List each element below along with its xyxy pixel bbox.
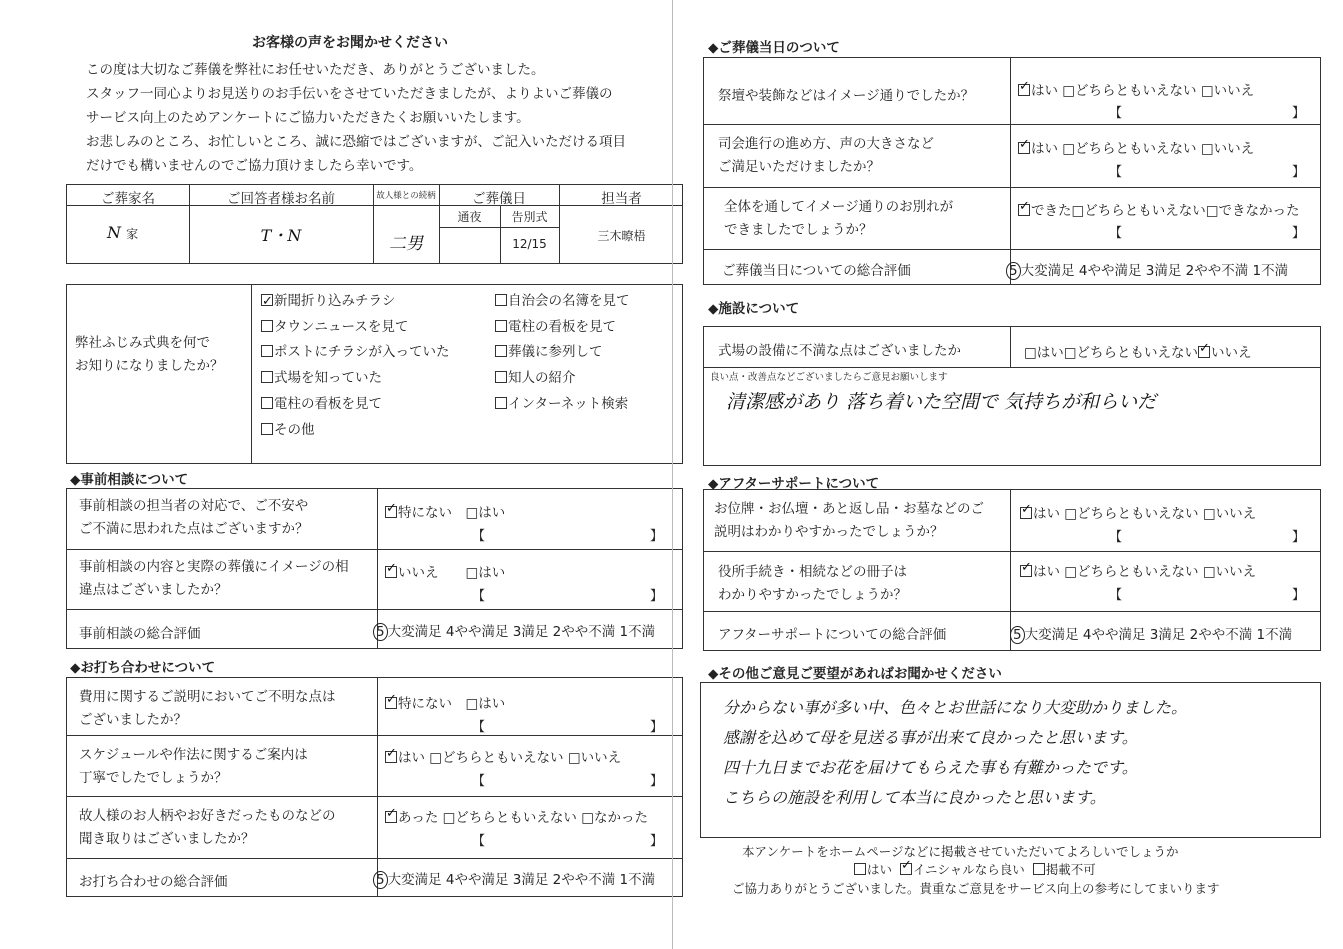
meeting-q2: スケジュールや作法に関するご案内は 丁寧でしたでしょうか？ [79, 747, 308, 786]
option-referral[interactable]: 知人の紹介 [495, 366, 630, 392]
info-table [66, 184, 683, 264]
consult-q2: 事前相談の内容と実際の葬儀にイメージの相 違点はございましたか？ [79, 559, 349, 598]
after-q3: アフターサポートについての総合評価 [718, 627, 947, 643]
option-attended[interactable]: 葬儀に参列して [495, 340, 630, 366]
dayof-q2: 司会進行の進め方、声の大きさなど ご満足いただけましたか？ [718, 136, 934, 175]
meeting-q4: お打ち合わせの総合評価 [79, 874, 228, 890]
meeting-q1: 費用に関するご説明においてご不明な点は ございましたか？ [79, 689, 336, 728]
option-venue[interactable]: 式場を知っていた [261, 366, 450, 392]
intro-line: サービス向上のためアンケートにご協力いただきたくお願いいたします。 [86, 110, 530, 126]
comment-line: こちらの施設を利用して本当に良かったと思います。 [723, 788, 1106, 807]
after-q2: 役所手続き・相続などの冊子は わかりやすかったでしょうか？ [718, 564, 907, 603]
after-section: お位牌・お仏壇・あと返し品・お墓などのご 説明はわかりやすかったでしょうか？ ✓はい □どちらともいえない □いいえ 【 】 役所手続き・相続などの冊子は わかりやすかったでしょうか？ ✓はい □どちらともいえない □いいえ 【 】 アフターサポートについての総合評価 5 大変満足 4やや満足 3満足 2やや不満 1不満 [703, 489, 1321, 651]
option-internet[interactable]: インターネット検索 [495, 392, 630, 418]
header-tsuya: 通夜 [457, 210, 482, 224]
source-options-right [495, 289, 630, 418]
after-q1: お位牌・お仏壇・あと返し品・お墓などのご 説明はわかりやすかったでしょうか？ [714, 501, 984, 540]
header-staff: 担当者 [601, 191, 642, 207]
meeting-q2-options[interactable]: ✓はい □どちらともいえない □いいえ [385, 746, 621, 766]
facility-note-label: 良い点・改善点などございましたらご意見お願いします [710, 372, 948, 383]
dayof-section: 祭壇や装飾などはイメージ通りでしたか？ ✓ はい □どちらともいえない □いいえ 【 】 司会進行の進め方、声の大きさなど ご満足いただけましたか？ ✓はい □どちらともいえない □いいえ 【 】 全体を通してイメージ通りのお別れが できましたでしょうか？ ✓できた□どちらともいえない□できなかった 【 】 ご葬儀当日についての総合評価 5 大変満足 4やや満足 3満足 2やや不満 1不満 [703, 57, 1321, 285]
source-question: 弊社ふじみ式典を何で お知りになりましたか？ [75, 335, 224, 374]
option-pole-sign[interactable]: 電柱の看板を見て [261, 392, 450, 418]
intro-text [86, 58, 686, 178]
consult-heading: ◆事前相談について [70, 472, 189, 488]
dayof-q1-options[interactable]: ✓ はい □どちらともいえない □いいえ [1018, 79, 1254, 99]
respondent-name: T・N [260, 226, 302, 245]
dayof-q3: 全体を通してイメージ通りのお別れが できましたでしょうか？ [724, 199, 954, 238]
option-neighborhood[interactable]: 自治会の名簿を見て [495, 289, 630, 315]
after-q1-options[interactable]: ✓はい □どちらともいえない □いいえ [1020, 502, 1256, 522]
dayof-q3-options[interactable]: ✓できた□どちらともいえない□できなかった [1018, 199, 1300, 219]
meeting-heading: ◆お打ち合わせについて [70, 660, 216, 676]
consult-q1: 事前相談の担当者の対応で、ご不安や ご不満に思われた点はございますか？ [79, 498, 309, 537]
meeting-rating[interactable]: 5 大変満足 4やや満足 3満足 2やや不満 1不満 [373, 868, 655, 889]
dayof-q4: ご葬儀当日についての総合評価 [722, 263, 911, 279]
option-pole-sign-2[interactable]: 電柱の看板を見て [495, 315, 630, 341]
kokubetsu-date: 12/15 [512, 237, 547, 251]
facility-heading: ◆施設について [708, 301, 800, 317]
fold-line [672, 0, 673, 949]
facility-q1-options[interactable]: □はい□どちらともいえない✓ いいえ [1024, 341, 1252, 361]
page-title: お客様の声をお聞かせください [252, 35, 448, 51]
after-q2-options[interactable]: ✓はい □どちらともいえない □いいえ [1020, 560, 1256, 580]
other-comments [723, 693, 1187, 813]
comment-line: 四十九日までお花を届けてもらえた事も有難かったです。 [723, 758, 1138, 777]
facility-q1: 式場の設備に不満な点はございましたか [718, 343, 961, 359]
intro-line: お悲しみのところ、お忙しいところ、誠に恐縮ではございますが、ご記入いただける項目 [86, 134, 626, 150]
consult-rating[interactable]: 5 大変満足 4やや満足 3満足 2やや不満 1不満 [373, 620, 655, 641]
comment-line: 感謝を込めて母を見送る事が出来て良かったと思います。 [723, 728, 1138, 747]
source-section [66, 284, 683, 464]
consult-q1-options[interactable]: ✓特にない □はい [385, 501, 505, 521]
meeting-section: 費用に関するご説明においてご不明な点は ございましたか？ ✓特にない □はい 【 】 スケジュールや作法に関するご案内は 丁寧でしたでしょうか？ ✓はい □どちらともいえない □いいえ 【 】 故人様のお人柄やお好きだったものなどの 聞き取りはございましたか？ ✓あった □どちらともいえない □なかった 【 】 お打ち合わせの総合評価 5 大変満足 4やや満足 3満足 2やや不満 1不満 [66, 677, 683, 897]
after-heading: ◆アフターサポートについて [708, 476, 880, 492]
consult-section: 事前相談の担当者の対応で、ご不安や ご不満に思われた点はございますか？ ✓特にない □はい 【 】 事前相談の内容と実際の葬儀にイメージの相 違点はございましたか？ ✓いいえ □はい 【 】 事前相談の総合評価 5 大変満足 4やや満足 3満足 2やや不満 1不満 [66, 488, 683, 649]
dayof-q1: 祭壇や装飾などはイメージ通りでしたか？ [718, 88, 975, 104]
header-family: ご葬家名 [101, 191, 155, 207]
staff-name: 三木暸梧 [597, 229, 646, 243]
after-rating[interactable]: 5 大変満足 4やや満足 3満足 2やや不満 1不満 [1010, 623, 1292, 644]
meeting-q3-options[interactable]: ✓あった □どちらともいえない □なかった [385, 806, 648, 826]
meeting-q3: 故人様のお人柄やお好きだったものなどの 聞き取りはございましたか？ [79, 808, 336, 847]
header-kokubetsu: 告別式 [511, 210, 548, 224]
header-relation: 故人様との続柄 [376, 191, 436, 201]
footer-question: 本アンケートをホームページなどに掲載させていただいてよろしいでしょうか [742, 844, 1179, 859]
intro-line: だけでも構いませんのでご協力頂けましたら幸いです。 [86, 158, 423, 174]
other-section [700, 682, 1321, 838]
comment-line: 分からない事が多い中、色々とお世話になり大変助かりました。 [723, 698, 1188, 717]
footer-thanks: ご協力ありがとうございました。貴重なご意見をサービス向上の参考にしてまいります [732, 881, 1220, 896]
facility-note: 清潔感があり 落ち着いた空間で 気持ちが和らいだ [726, 391, 1157, 413]
dayof-heading: ◆ご葬儀当日のついて [708, 40, 840, 56]
option-other[interactable]: その他 [261, 418, 450, 444]
footer-options[interactable]: はい ✓ イニシャルなら良い 掲載不可 [854, 860, 1096, 878]
option-post-flyer[interactable]: ポストにチラシが入っていた [261, 340, 450, 366]
header-date: ご葬儀日 [472, 191, 526, 207]
meeting-q1-options[interactable]: ✓特にない □はい [385, 692, 505, 712]
dayof-rating[interactable]: 5 大変満足 4やや満足 3満足 2やや不満 1不満 [1006, 259, 1288, 280]
facility-section [703, 326, 1321, 466]
option-town-news[interactable]: タウンニュースを見て [261, 315, 450, 341]
intro-line: この度は大切なご葬儀を弊社にお任せいただき、ありがとうございました。 [86, 62, 545, 78]
dayof-q2-options[interactable]: ✓はい □どちらともいえない □いいえ [1018, 137, 1254, 157]
relation-value: 二男 [389, 234, 423, 254]
family-name: N 家 [107, 223, 139, 242]
other-heading: ◆その他ご意見ご要望があればお聞かせください [708, 666, 1002, 682]
option-newspaper[interactable]: ✓新聞折り込みチラシ [261, 289, 450, 315]
header-respondent: ご回答者様お名前 [227, 191, 335, 207]
source-options-left [261, 289, 450, 443]
intro-line: スタッフ一同心よりお見送りのお手伝いをさせていただきましたが、よりよいご葬儀の [86, 86, 613, 102]
consult-q3: 事前相談の総合評価 [79, 626, 201, 642]
consult-q2-options[interactable]: ✓いいえ □はい [385, 561, 505, 581]
